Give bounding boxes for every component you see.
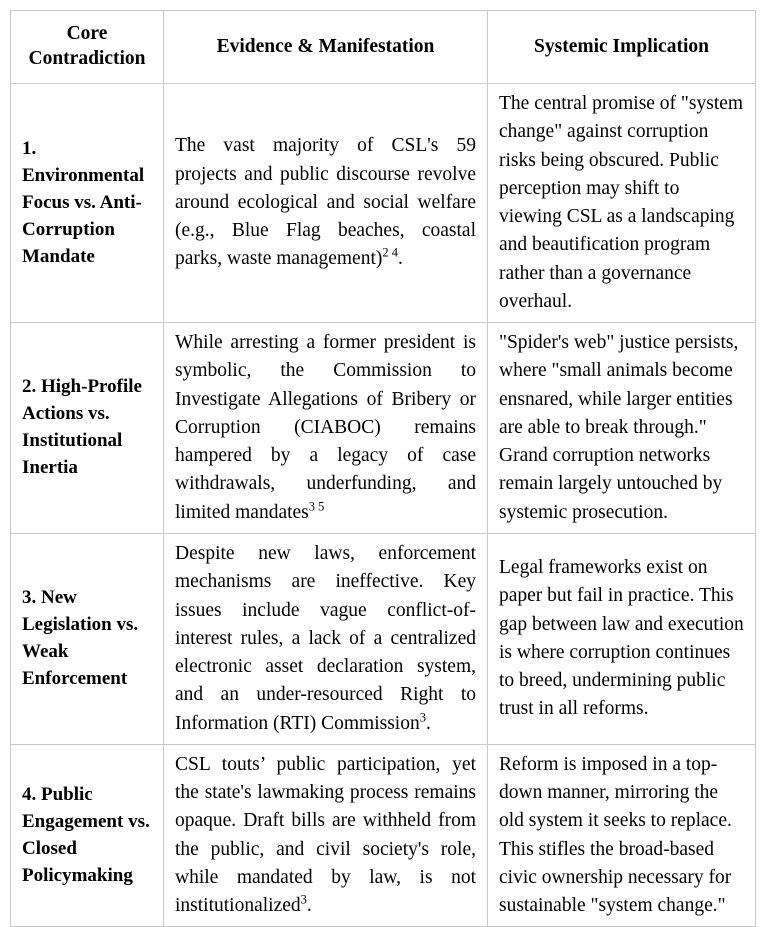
evidence-text: While arresting a former president is symbolic, the Commission to Investigate Allegations of Bribery or Corruption (CIABOC) remains hampered by a legacy of case withdrawals, underfunding, and limited mandates — [175, 332, 476, 523]
cell-core-contradiction: 3. New Legislation vs. Weak Enforcement — [11, 533, 164, 744]
table-row — [11, 84, 756, 323]
evidence-tail: . — [306, 895, 312, 917]
col-header-systemic-implication: Systemic Implication — [488, 11, 756, 84]
table-row — [11, 323, 756, 534]
evidence-text: CSL touts’ public participation, yet the state's lawmaking process remains opaque. Draft bills are withheld from the public, and civil society's role, while mandated by law, is not institutionalized — [175, 753, 476, 917]
table-header — [11, 11, 756, 84]
core-contradictions-table — [10, 10, 756, 927]
evidence-citation: 3 — [419, 710, 426, 725]
cell-evidence-manifestation — [164, 84, 488, 323]
cell-systemic-implication: The central promise of "system change" against corruption risks being obscured. Public perception may shift to viewing CSL as a landscaping and beautification program rather than a governance overhaul. — [488, 84, 756, 323]
evidence-tail: . — [397, 248, 403, 270]
col-header-core-contradiction: Core Contradiction — [11, 11, 164, 84]
table-row — [11, 744, 756, 927]
cell-core-contradiction: 1. Environmental Focus vs. Anti-Corruption Mandate — [11, 84, 164, 323]
cell-systemic-implication: Legal frameworks exist on paper but fail in practice. This gap between law and execution is where corruption continues to breed, undermining public trust in all reforms. — [488, 533, 756, 744]
evidence-tail: . — [425, 712, 431, 734]
evidence-text: Despite new laws, enforcement mechanisms are ineffective. Key issues include vague conflict-of-interest rules, a lack of a centralized electronic asset declaration system, and an under-resourced Right to Information (RTI) Commission — [175, 542, 476, 734]
cell-evidence-manifestation — [164, 533, 488, 744]
cell-core-contradiction: 2. High-Profile Actions vs. Institutional Inertia — [11, 323, 164, 534]
cell-evidence-manifestation — [164, 744, 488, 927]
evidence-citation: 3 5 — [308, 499, 325, 514]
table-body — [11, 84, 756, 927]
evidence-citation: 3 — [300, 892, 307, 907]
evidence-citation: 2 4 — [382, 245, 398, 260]
col-header-evidence-manifestation: Evidence & Manifestation — [164, 11, 488, 84]
cell-systemic-implication: "Spider's web" justice persists, where "small animals become ensnared, while larger entities are able to break through." Grand corruption networks remain largely untouched by systemic prosecution. — [488, 323, 756, 534]
table-row — [11, 533, 756, 744]
evidence-text: The vast majority of CSL's 59 projects and public discourse revolve around ecological and social welfare (e.g., Blue Flag beaches, coastal parks, waste management) — [175, 135, 476, 270]
cell-evidence-manifestation — [164, 323, 488, 534]
table-header-row — [11, 11, 756, 84]
cell-systemic-implication: Reform is imposed in a top-down manner, mirroring the old system it seeks to replace. This stifles the broad-based civic ownership necessary for sustainable "system change." — [488, 744, 756, 927]
cell-core-contradiction: 4. Public Engagement vs. Closed Policymaking — [11, 744, 164, 927]
